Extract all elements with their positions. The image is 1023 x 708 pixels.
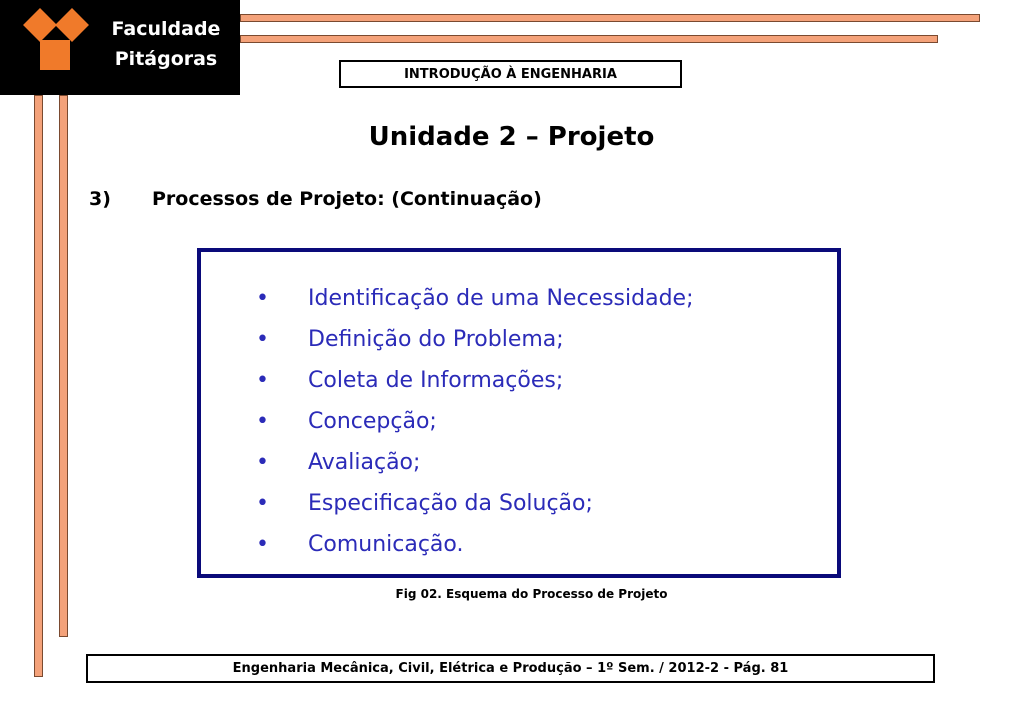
course-title: INTRODUÇÃO À ENGENHARIA — [404, 66, 617, 82]
logo-square-icon — [40, 40, 70, 70]
process-list — [256, 278, 694, 565]
bullet-icon: • — [256, 286, 269, 311]
decor-bar-second — [240, 35, 938, 43]
list-item-text: Avaliação; — [308, 450, 421, 475]
logo-diamond-left-icon — [23, 8, 57, 42]
bullet-icon: • — [256, 327, 269, 352]
logo-diamond-right-icon — [55, 8, 89, 42]
bullet-icon: • — [256, 409, 269, 434]
list-item-text: Coleta de Informações; — [308, 368, 564, 393]
list-item-text: Comunicação. — [308, 532, 464, 557]
list-item — [256, 278, 694, 319]
list-item — [256, 401, 694, 442]
process-list-box — [197, 248, 841, 578]
logo-line-1: Faculdade — [111, 18, 221, 40]
bullet-icon: • — [256, 450, 269, 475]
bullet-icon: • — [256, 491, 269, 516]
bullet-icon: • — [256, 368, 269, 393]
logo-text — [96, 14, 236, 74]
figure-caption: Fig 02. Esquema do Processo de Projeto — [395, 587, 668, 601]
list-item — [256, 360, 694, 401]
decor-bar-top — [240, 14, 980, 22]
section-heading — [89, 188, 542, 210]
list-item — [256, 319, 694, 360]
list-item-text: Definição do Problema; — [308, 327, 564, 352]
bullet-icon: • — [256, 532, 269, 557]
course-title-box — [339, 60, 682, 88]
list-item-text: Concepção; — [308, 409, 437, 434]
list-item — [256, 442, 694, 483]
list-item-text: Identificação de uma Necessidade; — [308, 286, 694, 311]
section-title: Processos de Projeto: (Continuação) — [152, 188, 542, 210]
list-item — [256, 524, 694, 565]
footer-text: Engenharia Mecânica, Civil, Elétrica e Produção – 1º Sem. / 2012-2 - Pág. 81 — [232, 661, 789, 676]
logo-line-2: Pitágoras — [114, 48, 218, 70]
faculdade-pitagoras-logo — [0, 0, 240, 95]
footer-box — [86, 654, 935, 683]
section-number: 3) — [89, 188, 111, 210]
list-item — [256, 483, 694, 524]
list-item-text: Especificação da Solução; — [308, 491, 593, 516]
decor-bar-left-inner — [59, 95, 68, 637]
page-title: Unidade 2 – Projeto — [368, 122, 655, 152]
